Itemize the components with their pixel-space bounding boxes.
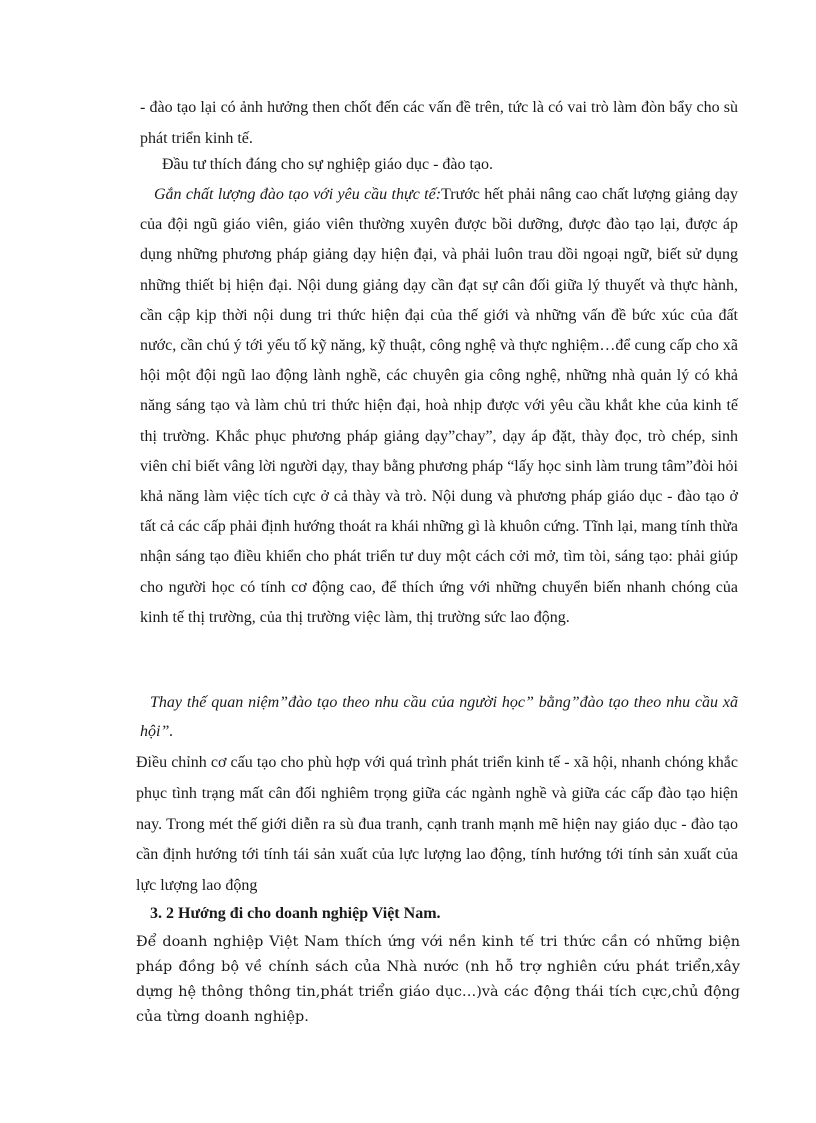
paragraph-social-demand-text: Thay thế quan niệm”đào tạo theo nhu cầu của người học” bằng”đào tạo theo nhu cầu xã hội”. [140, 694, 738, 740]
paragraph-investment: Đầu tư thích đáng cho sự nghiệp giáo dục - đào tạo. [162, 156, 494, 173]
paragraph-structure: Điều chỉnh cơ cấu tạo cho phù hợp với quá trình phát triển kinh tế - xã hội, nhanh chóng khắc phục tình trạng mất cân đối nghiêm trọng giữa các ngành nghề và giữa các cấp đào tạo hiện nay. Trong mét thế giới diễn ra sù đua tranh, cạnh tranh mạnh mẽ hiện nay giáo dục - đào tạo cần định hướng tới tính tái sản xuất của lực lượng lao động, tính hướng tới tính sản xuất của lực lượng lao động [136, 754, 738, 895]
paragraph-quality-lead: Gắn chất lượng đào tạo với yêu cầu thực tế: [154, 186, 442, 203]
paragraph-quality-body: Trước hết phải nâng cao chất lượng giảng dạy của đội ngũ giáo viên, giáo viên thường xuyên được bồi dưỡng, được đào tạo lại, được áp dụng những phương pháp giảng dạy hiện đại, và phải luôn trau dồi ngoại ngữ, biết sử dụng những thiết bị hiện đại. Nội dung giảng dạy cần đạt sự cân đối giữa lý thuyết và thực hành, cần cập kịp thời nội dung tri thức hiện đại của thế giới và những vấn đề bức xúc của đất nước, cần chú ý tới yếu tố kỹ năng, kỹ thuật, công nghệ và thực nghiệm…để cung cấp cho xã hội một đội ngũ lao động lành nghề, các chuyên gia công nghệ, những nhà quản lý có khả năng sáng tạo và làm chủ tri thức hiện đại, hoà nhịp được với yêu cầu khắt khe của kinh tế thị trường. Khắc phục phương pháp giảng dạy”chay”, dạy áp đặt, thày đọc, trò chép, sinh viên chỉ biết vâng lời người dạy, thay bằng phương pháp “lấy học sinh làm trung tâm”đòi hỏi khả năng làm việc tích cực ở cả thày và trò. Nội dung và phương pháp giáo dục - đào tạo ở tất cả các cấp phải định hướng thoát ra khái những gì là khuôn cứng. Tĩnh lại, mang tính thừa nhận sáng tạo điều khiển cho phát triển tư duy một cách cởi mở, tìm tòi, sáng tạo: phải giúp cho người học có tính cơ động cao, để thích ứng với những chuyển biến nhanh chóng của kinh tế thị trường, của thị trường việc làm, thị trường sức lao động. [140, 186, 739, 626]
paragraph-quality [140, 180, 738, 633]
paragraph-continuation: - đào tạo lại có ảnh hưởng then chốt đến các vấn đề trên, tức là có vai trò làm đòn bẩy cho sù phát triển kinh tế. [140, 99, 738, 147]
paragraph-social-demand [140, 688, 738, 746]
paragraph-enterprise: Để doanh nghiệp Việt Nam thích ứng với nền kinh tế tri thức cần có những biện pháp đồng bộ về chính sách của Nhà nước (nh hỗ trợ nghiên cứu phát triển,xây dựng hệ thông thông tin,phát triển giáo dục…)và các động thái tích cực,chủ động của từng doanh nghiệp. [136, 934, 740, 1025]
section-heading: 3. 2 Hướng đi cho doanh nghiệp Việt Nam. [150, 905, 441, 922]
